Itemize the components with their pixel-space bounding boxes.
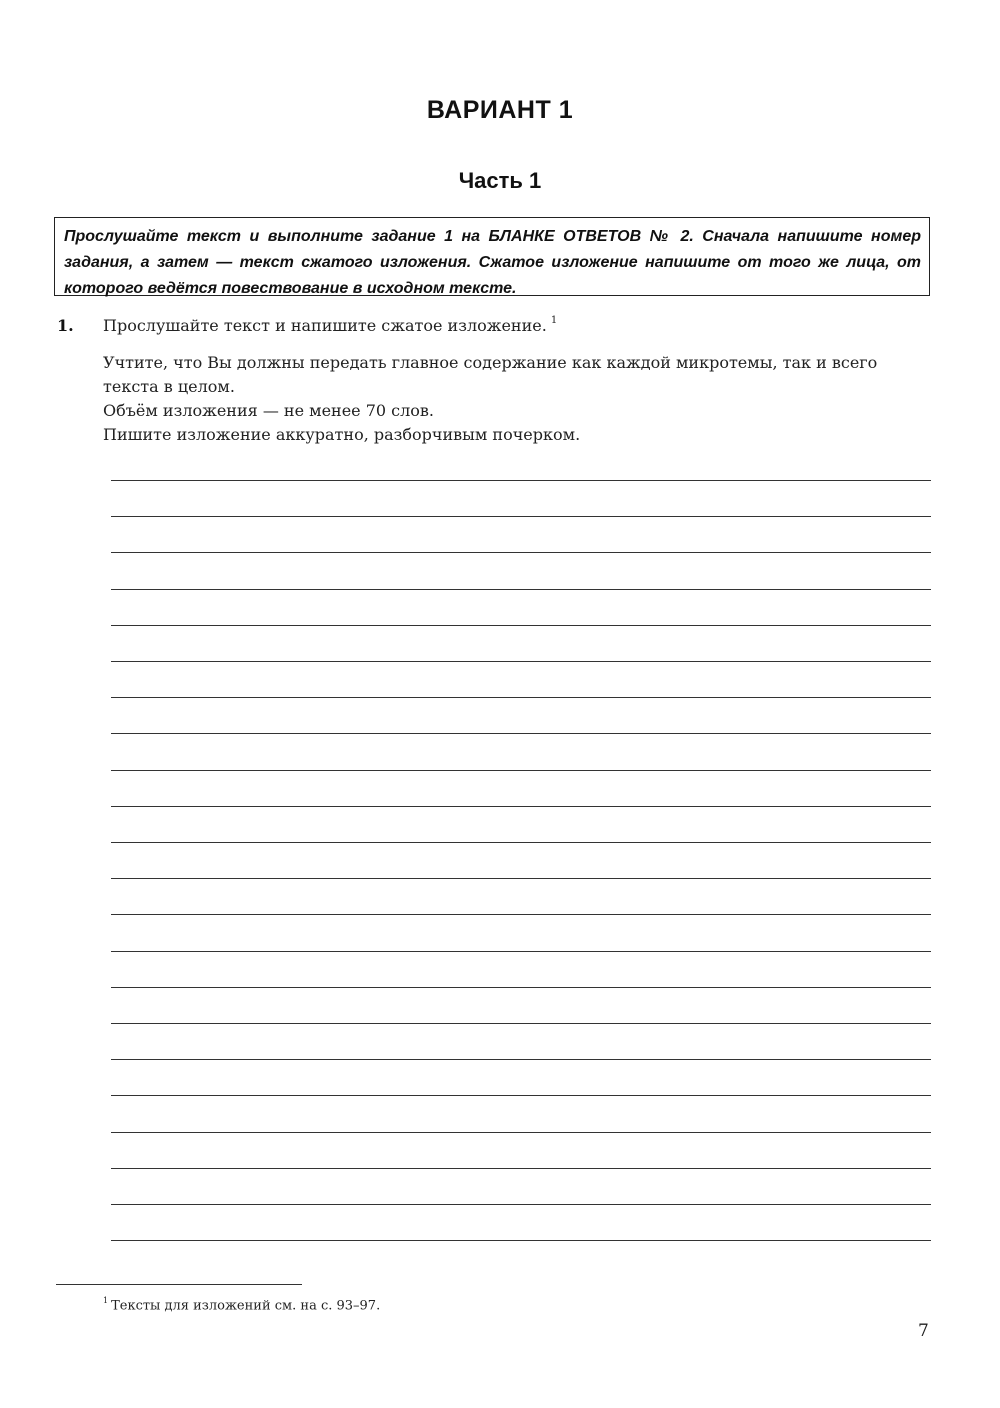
- task-number: 1.: [57, 316, 74, 335]
- answer-line: [111, 733, 931, 734]
- variant-title: ВАРИАНТ 1: [426, 96, 574, 124]
- task-details: [103, 351, 935, 447]
- answer-line: [111, 1240, 931, 1241]
- answer-line: [111, 552, 931, 553]
- answer-line: [111, 516, 931, 517]
- answer-line: [111, 770, 931, 771]
- answer-line: [111, 1204, 931, 1205]
- part-title: Часть 1: [458, 168, 542, 193]
- task-prompt-text: Прослушайте текст и напишите сжатое изложение.: [103, 316, 547, 335]
- answer-line: [111, 1095, 931, 1096]
- answer-line: [111, 987, 931, 988]
- footnote: [103, 1297, 380, 1313]
- instruction-text: Прослушайте текст и выполните задание 1 на БЛАНКЕ ОТВЕТОВ № 2. Сначала напишите номер задания, а затем — текст сжатого изложения. Сжатое изложение напишите от того же лица, от которого ведётся повествование в исходном тексте.: [64, 228, 921, 297]
- answer-line: [111, 951, 931, 952]
- task-detail-line: Пишите изложение аккуратно, разборчивым почерком.: [103, 425, 581, 444]
- answer-line: [111, 589, 931, 590]
- footnote-divider: [56, 1284, 302, 1285]
- instruction-box: [54, 217, 930, 296]
- answer-line: [111, 480, 931, 481]
- task-detail-line: Учтите, что Вы должны передать главное содержание как каждой микротемы, так и всего текста в целом.: [103, 353, 878, 396]
- task-detail-line: Объём изложения — не менее 70 слов.: [103, 401, 435, 420]
- answer-line: [111, 806, 931, 807]
- answer-line: [111, 1168, 931, 1169]
- task-prompt: [103, 316, 557, 335]
- answer-line: [111, 1023, 931, 1024]
- answer-line: [111, 1132, 931, 1133]
- footnote-reference: 1: [550, 314, 558, 326]
- answer-line: [111, 1059, 931, 1060]
- answer-line: [111, 625, 931, 626]
- footnote-text: Тексты для изложений см. на с. 93–97.: [111, 1298, 381, 1314]
- answer-line: [111, 661, 931, 662]
- page-number: 7: [918, 1321, 929, 1341]
- footnote-marker: 1: [103, 1296, 109, 1305]
- answer-line: [111, 842, 931, 843]
- answer-line: [111, 914, 931, 915]
- answer-line: [111, 878, 931, 879]
- answer-line: [111, 697, 931, 698]
